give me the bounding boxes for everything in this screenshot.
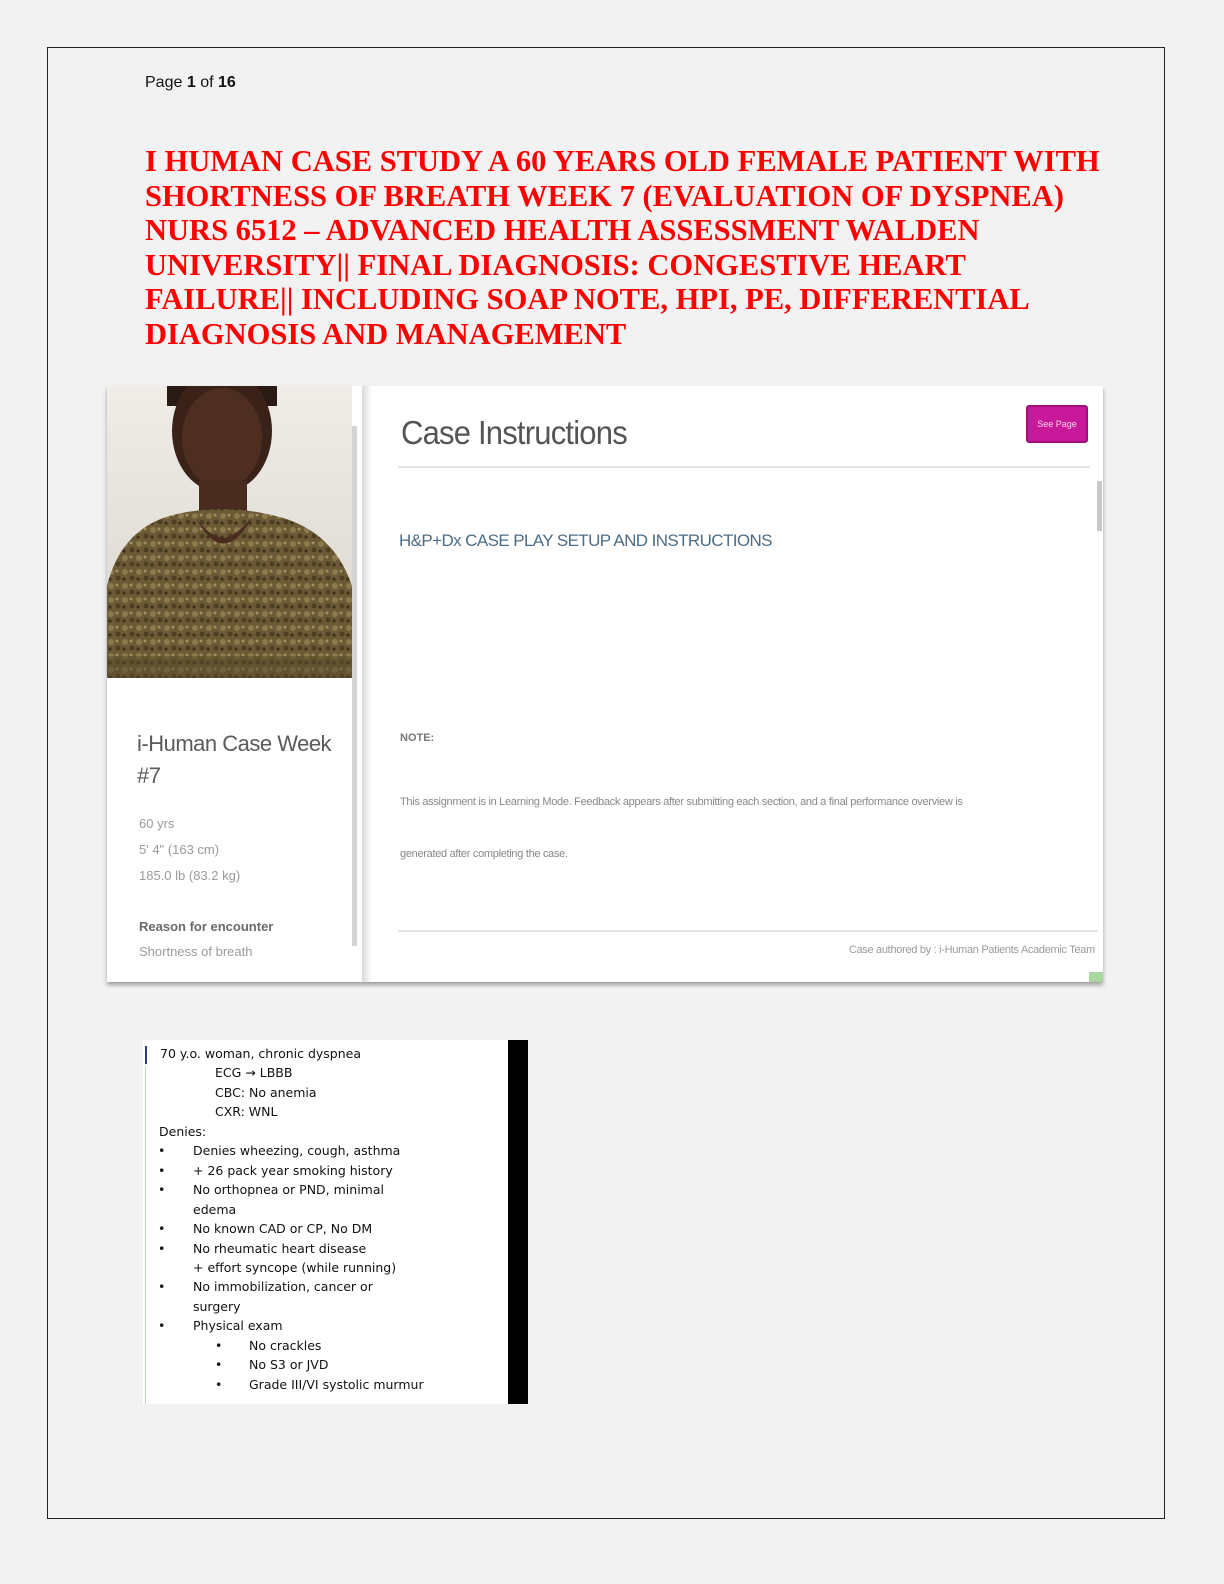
bullet-icon: •	[215, 1357, 223, 1373]
patient-stats	[139, 811, 240, 889]
slide-line: ECG → LBBB	[215, 1065, 293, 1081]
slide-line: Grade III/VI systolic murmur	[249, 1376, 424, 1392]
see-page-button[interactable]: See Page	[1026, 405, 1088, 443]
patient-panel	[107, 386, 362, 982]
left-scrollbar[interactable]	[352, 426, 357, 946]
bullet-icon: •	[158, 1240, 166, 1256]
slide-top-bar	[143, 1028, 528, 1040]
slide-line: No orthopnea or PND, minimal	[193, 1182, 384, 1198]
instructions-scrollbar[interactable]	[1097, 481, 1102, 531]
total-pages: 16	[217, 74, 236, 91]
reason-value: Shortness of breath	[139, 944, 253, 959]
page-of: of	[200, 74, 214, 91]
slide-line: + effort syncope (while running)	[193, 1259, 397, 1275]
slide-line: No immobilization, cancer or	[193, 1279, 373, 1295]
slide-line: No S3 or JVD	[249, 1357, 329, 1373]
slide-line: Physical exam	[193, 1318, 283, 1334]
reason-label: Reason for encounter	[139, 919, 274, 934]
slide-line: Denies:	[159, 1123, 207, 1139]
slide-line: CXR: WNL	[215, 1104, 278, 1120]
slide-line: No crackles	[249, 1337, 322, 1353]
setup-heading: H&P+Dx CASE PLAY SETUP AND INSTRUCTIONS	[399, 531, 772, 550]
instructions-panel	[372, 386, 1103, 982]
bullet-icon: •	[158, 1162, 166, 1178]
bullet-icon: •	[158, 1279, 166, 1295]
patient-age: 60 yrs	[139, 816, 175, 831]
slide-line: No rheumatic heart disease	[193, 1240, 367, 1256]
panel-divider	[362, 386, 372, 982]
case-summary-slide	[143, 1028, 528, 1404]
slide-line: 70 y.o. woman, chronic dyspnea	[160, 1046, 362, 1061]
patient-height: 5' 4" (163 cm)	[139, 842, 220, 857]
slide-line: CBC: No anemia	[215, 1084, 317, 1100]
slide-line: edema	[193, 1201, 237, 1217]
case-instructions-screenshot	[107, 386, 1103, 982]
slide-line: Denies wheezing, cough, asthma	[193, 1143, 401, 1159]
note-text-line-1: This assignment is in Learning Mode. Feedback appears after submitting each section, and a final performance overview is	[400, 796, 963, 808]
note-text-line-2: generated after completing the case.	[400, 848, 568, 860]
patient-weight: 185.0 lb (83.2 kg)	[139, 868, 241, 883]
slide-line: + 26 pack year smoking history	[193, 1162, 393, 1178]
heading-divider	[398, 466, 1090, 468]
bullet-icon: •	[158, 1221, 166, 1237]
bullet-icon: •	[158, 1182, 166, 1198]
bullet-icon: •	[215, 1376, 223, 1392]
case-instructions-heading: Case Instructions	[401, 414, 627, 452]
page-label: Page	[145, 74, 183, 91]
bullet-icon: •	[158, 1143, 166, 1159]
slide-left-accent	[145, 1046, 147, 1064]
footer-divider	[398, 930, 1098, 932]
bullet-icon: •	[215, 1337, 223, 1353]
patient-photo	[107, 386, 352, 678]
note-label: NOTE:	[400, 732, 435, 744]
current-page: 1	[186, 74, 196, 91]
slide-line: surgery	[193, 1298, 241, 1314]
patient-portrait-image	[107, 386, 352, 678]
slide-right-bar	[508, 1040, 528, 1404]
page-number	[145, 74, 236, 92]
author-credit: Case authored by : i-Human Patients Academic Team	[848, 944, 1095, 956]
case-name: i-Human Case Week #7	[137, 731, 332, 788]
slide-left-line	[145, 1066, 146, 1404]
bullet-icon: •	[158, 1318, 166, 1334]
slide-line: No known CAD or CP, No DM	[193, 1221, 373, 1237]
corner-mark	[1089, 972, 1103, 982]
document-title: I HUMAN CASE STUDY A 60 YEARS OLD FEMALE PATIENT WITH SHORTNESS OF BREATH WEEK 7 (EVALUATION OF DYSPNEA) NURS 6512 – ADVANCED HEALTH ASSESSMENT WALDEN UNIVERSITY|| FINAL DIAGNOSIS: CONGESTIVE HEART FAILURE|| INCLUDING SOAP NOTE, HPI, PE, DIFFERENTIAL DIAGNOSIS AND MANAGEMENT	[145, 144, 1100, 351]
